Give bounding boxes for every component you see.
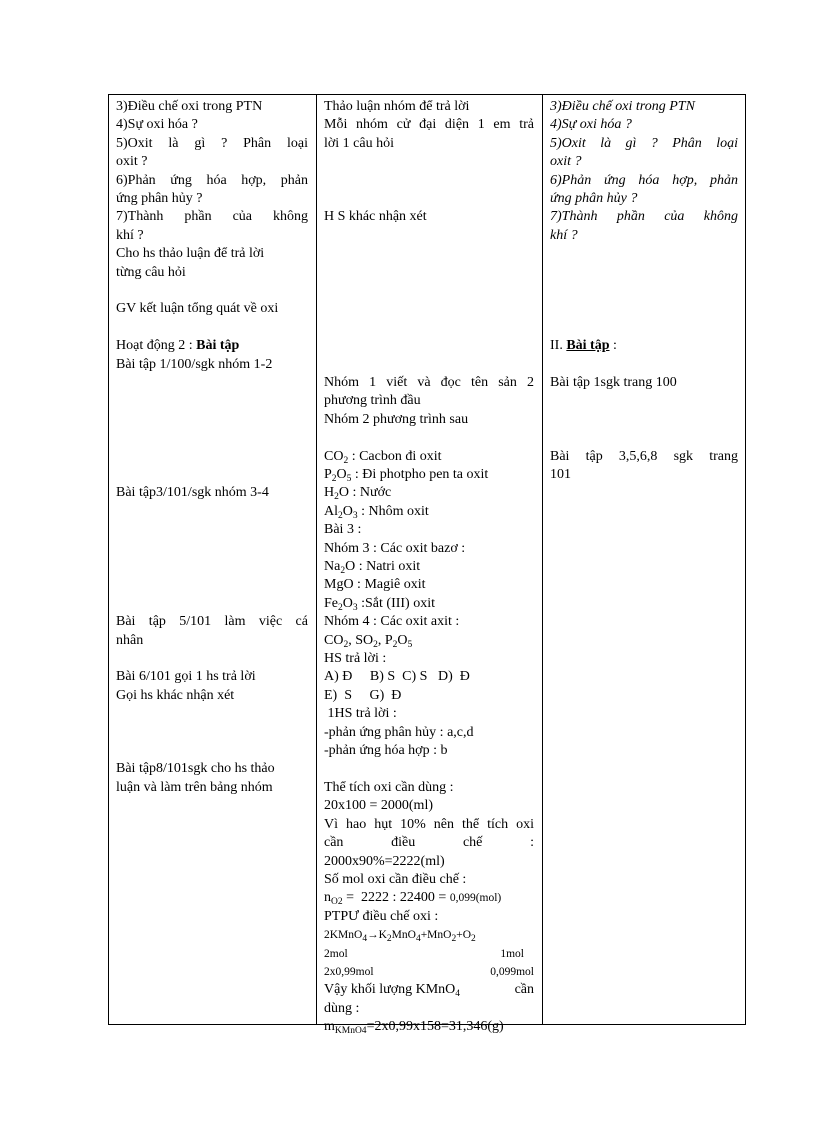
text-line: 7)Thành phần của không <box>550 209 738 225</box>
text-line: 6)Phản ứng hóa hợp, phản <box>550 172 738 188</box>
text-line: oxit ? <box>550 154 582 170</box>
text-line: Nhóm 2 phương trình sau <box>324 411 469 427</box>
text-line: 5)Oxit là gì ? Phân loại <box>116 135 308 151</box>
text-line: cần điều chế : <box>324 835 534 851</box>
section-heading <box>550 337 738 355</box>
student-activity-column <box>324 98 534 1037</box>
formula-line: $Al_2O_3$ : Nhôm oxit <box>324 503 429 521</box>
text-line: luận và làm trên bảng nhóm <box>116 779 273 795</box>
column-divider <box>316 95 317 1024</box>
text-fragment: : Nước <box>349 485 392 501</box>
formula-line: $Fe_2O_3$ :Sắt (III) oxit <box>324 595 435 613</box>
mole-amount-line <box>324 963 534 981</box>
text-line: HS trả lời : <box>324 651 387 667</box>
text-fragment: : Nhôm oxit <box>357 503 429 519</box>
text-fragment: : Đi photpho pen ta oxit <box>351 467 489 483</box>
reaction-equation: $2KMnO_4\to K_2MnO_4+MnO_2+O_2$ <box>324 929 476 945</box>
text-line: 101 <box>550 467 571 483</box>
column-divider <box>542 95 543 1024</box>
text-line: Bài tập 1/100/sgk nhóm 1-2 <box>116 356 273 372</box>
text-line: 4)Sự oxi hóa ? <box>550 117 632 133</box>
text-line: Vì hao hụt 10% nên thể tích oxi <box>324 816 534 832</box>
text-line: Gọi hs khác nhận xét <box>116 687 235 703</box>
text-line: Bài 6/101 gọi 1 hs trả lời <box>116 669 256 685</box>
text-line: Nhóm 1 viết và đọc tên sản 2 <box>324 375 534 390</box>
lesson-table <box>108 94 746 1037</box>
text-line: PTPƯ điều chế oxi : <box>324 908 439 924</box>
text-line: GV kết luận tổng quát về oxi <box>116 301 279 317</box>
bold-fragment: Bài tập <box>196 338 240 354</box>
activity-heading <box>116 337 308 355</box>
text-fragment: = 2222 : 22400 = <box>342 890 450 906</box>
formula-line: $CO_2$ : Cacbon đi oxit <box>324 448 442 466</box>
text-line: 2000x90%=2222(ml) <box>324 853 445 869</box>
text-line: nhân <box>116 632 144 648</box>
text-line: Mỗi nhóm cử đại diện 1 em trả <box>324 117 534 133</box>
text-line: khí ? <box>550 227 578 243</box>
text-line: lời 1 câu hỏi <box>324 135 394 151</box>
text-fragment: 1mol <box>500 947 524 960</box>
formula-line: $Na_2O$ : Natri oxit <box>324 559 421 577</box>
text-fragment: cần <box>514 982 534 998</box>
formula-line: $CO_2$, $SO_2$, $P_2O_5$ <box>324 632 413 650</box>
text-line: 3)Điều chế oxi trong PTN <box>550 99 695 114</box>
formula-line: Vậy khối lượng KMnO$_4$ cần <box>324 982 534 1000</box>
text-line: 3)Điều chế oxi trong PTN <box>116 99 263 114</box>
text-line: phương trình đầu <box>324 393 421 409</box>
text-fragment: : Natri oxit <box>355 559 421 575</box>
text-line: khí ? <box>116 227 144 243</box>
text-fragment: 0,099(mol) <box>449 892 502 905</box>
text-line: A) Đ B) S C) S D) Đ <box>324 669 470 685</box>
text-line: 20x100 = 2000(ml) <box>324 798 433 814</box>
text-fragment: :Sắt (III) oxit <box>357 595 435 611</box>
text-line: 4)Sự oxi hóa ? <box>116 117 198 133</box>
text-line: H S khác nhận xét <box>324 209 427 225</box>
text-fragment: Vậy khối lượng KMnO <box>324 982 456 998</box>
formula-line: $P_2O_5$ : Đi photpho pen ta oxit <box>324 467 489 485</box>
text-line: 5)Oxit là gì ? Phân loại <box>550 135 738 151</box>
text-fragment: 2x0,99mol <box>324 965 374 978</box>
text-fragment: : <box>609 338 617 354</box>
text-line: Bài tập 1sgk trang 100 <box>550 375 677 391</box>
text-fragment: : Cacbon đi oxit <box>348 448 442 464</box>
text-line: 6)Phản ứng hóa hợp, phản <box>116 172 308 188</box>
bold-fragment: Bài tập <box>566 338 610 354</box>
text-line: Nhóm 3 : Các oxit bazơ : <box>324 540 466 556</box>
formula-line: $m_{KMnO4}=2x0,99x158=31,346(g)$ <box>324 1019 504 1037</box>
text-line: ứng phân hủy ? <box>116 191 203 207</box>
text-line: oxit ? <box>116 154 148 170</box>
mole-ratio-line <box>324 945 524 963</box>
text-fragment: Hoạt động 2 : <box>116 338 197 354</box>
text-line: Bài 3 : <box>324 522 362 538</box>
text-line: 1HS trả lời : <box>324 706 397 722</box>
text-line: Bài tập8/101sgk cho hs thảo <box>116 761 275 777</box>
text-line: Bài tập3/101/sgk nhóm 3-4 <box>116 485 269 501</box>
formula-line: $n_{O2} = 2222$ : 22400 = 0,099(mol) <box>324 890 502 908</box>
teacher-activity-column <box>116 98 308 797</box>
text-line: ứng phân hủy ? <box>550 191 638 207</box>
text-line: Số mol oxi cần điều chế : <box>324 871 467 887</box>
text-fragment: 0,099mol <box>490 965 534 978</box>
text-line: Thảo luận nhóm để trả lời <box>324 99 470 114</box>
text-line: E) S G) Đ <box>324 687 402 703</box>
text-line: Bài tập 3,5,6,8 sgk trang <box>550 448 738 464</box>
text-line: Thể tích oxi cần dùng : <box>324 779 454 795</box>
text-fragment: =2x0,99x158=31,346(g) <box>366 1019 504 1035</box>
text-line: MgO : Magiê oxit <box>324 577 426 593</box>
text-line: Bài tập 5/101 làm việc cá <box>116 614 308 630</box>
text-line: Nhóm 4 : Các oxit axit : <box>324 614 460 630</box>
text-fragment: 2mol <box>324 947 348 960</box>
board-notes-column <box>550 98 738 484</box>
text-line: -phản ứng phân hủy : a,c,d <box>324 724 474 740</box>
text-line: 7)Thành phần của không <box>116 209 308 225</box>
formula-line: $H_2O$ : Nước <box>324 485 392 503</box>
text-line: -phản ứng hóa hợp : b <box>324 743 448 759</box>
text-line: từng câu hỏi <box>116 264 186 280</box>
text-line: dùng : <box>324 1000 360 1016</box>
text-line: Cho hs thảo luận để trả lời <box>116 246 265 262</box>
text-fragment: II. <box>550 338 567 354</box>
